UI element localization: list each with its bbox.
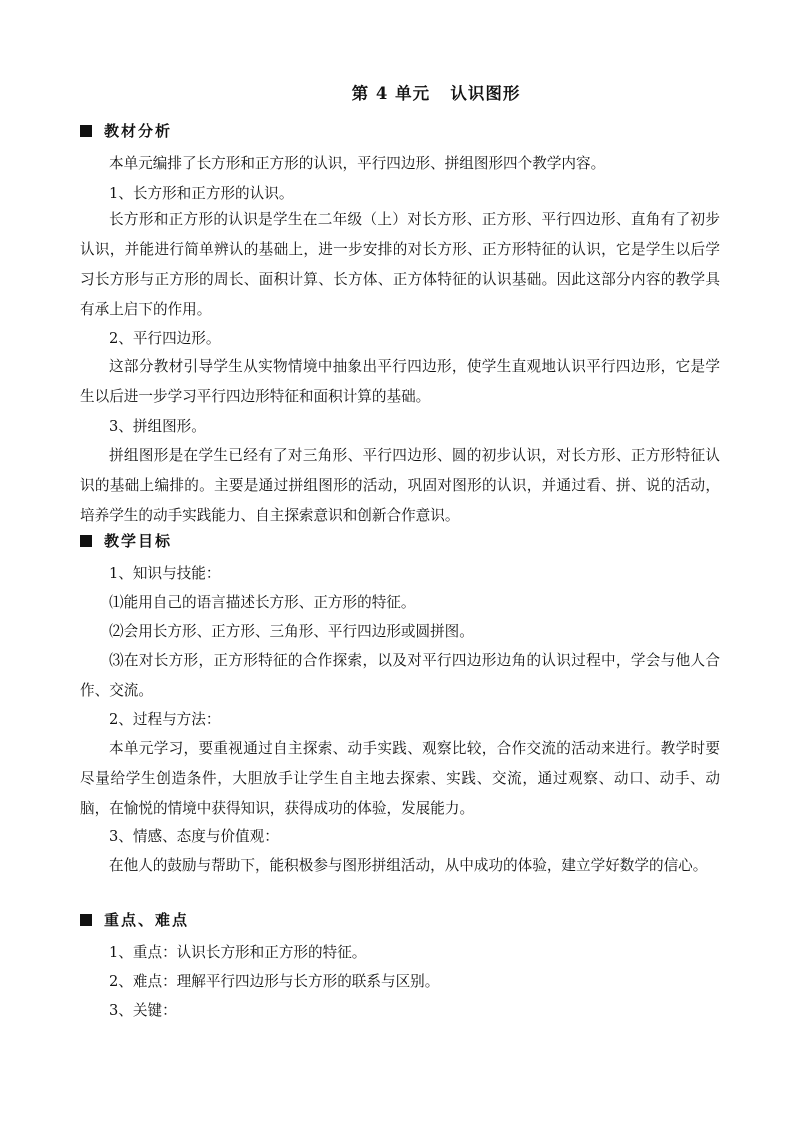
square-bullet-icon (80, 914, 92, 926)
paragraph: 3、拼组图形。 (109, 418, 206, 435)
section-heading-analysis (80, 121, 172, 141)
square-bullet-icon (80, 535, 92, 547)
paragraph: ⑵会用长方形、正方形、三角形、平行四边形或圆拼图。 (109, 623, 474, 640)
paragraph: 2、平行四边形。 (109, 330, 221, 347)
section-heading-goals (80, 531, 172, 551)
paragraph: 这部分教材引导学生从实物情境中抽象出平行四边形，使学生直观地认识平行四边形，它是学生以后进一步学习平行四边形特征和面积计算的基础。 (80, 358, 720, 405)
paragraph: ⑶在对长方形，正方形特征的合作探索，以及对平行四边形边角的认识过程中，学会与他人合作、交流。 (80, 652, 720, 699)
paragraph: 1、知识与技能： (109, 565, 221, 582)
paragraph: 1、长方形和正方形的认识。 (109, 185, 294, 202)
section-heading-text: 教学目标 (104, 532, 173, 550)
paragraph: 长方形和正方形的认识是学生在二年级（上）对长方形、正方形、平行四边形、直角有了初步认识，并能进行简单辨认的基础上，进一步安排的对长方形、正方形特征的认识，它是学生以后学习长方形与正方形的周长、面积计算、长方体、正方体特征的认识基础。因此这部分内容的教学具有承上启下的作用。 (80, 211, 720, 318)
paragraph: 2、过程与方法： (109, 711, 221, 728)
square-bullet-icon (80, 125, 92, 137)
paragraph: 本单元学习，要重视通过自主探索、动手实践、观察比较，合作交流的活动来进行。教学时要尽量给学生创造条件，大胆放手让学生自主地去探索、实践、交流，通过观察、动口、动手、动脑，在愉悦的情境中获得知识，获得成功的体验，发展能力。 (80, 740, 720, 817)
section-heading-text: 教材分析 (104, 122, 173, 140)
paragraph: 3、关键： (109, 1002, 177, 1019)
paragraph: 本单元编排了长方形和正方形的认识，平行四边形、拼组图形四个教学内容。 (109, 155, 606, 172)
section-heading-text: 重点、难点 (104, 911, 190, 929)
paragraph: 在他人的鼓励与帮助下，能积极参与图形拼组活动，从中成功的体验，建立学好数学的信心。 (109, 857, 708, 874)
section-heading-keypoints (80, 910, 189, 930)
page-title: 第 4 单元 认识图形 (351, 84, 521, 103)
paragraph: 1、重点：认识长方形和正方形的特征。 (109, 944, 367, 961)
paragraph: ⑴能用自己的语言描述长方形、正方形的特征。 (109, 594, 416, 611)
paragraph: 2、难点：理解平行四边形与长方形的联系与区别。 (109, 973, 440, 990)
paragraph: 3、情感、态度与价值观： (109, 828, 279, 845)
paragraph: 拼组图形是在学生已经有了对三角形、平行四边形、圆的初步认识，对长方形、正方形特征认识的基础上编排的。主要是通过拼组图形的活动，巩固对图形的认识，并通过看、拼、说的活动，培养学生的动手实践能力、自主探索意识和创新合作意识。 (80, 447, 720, 524)
